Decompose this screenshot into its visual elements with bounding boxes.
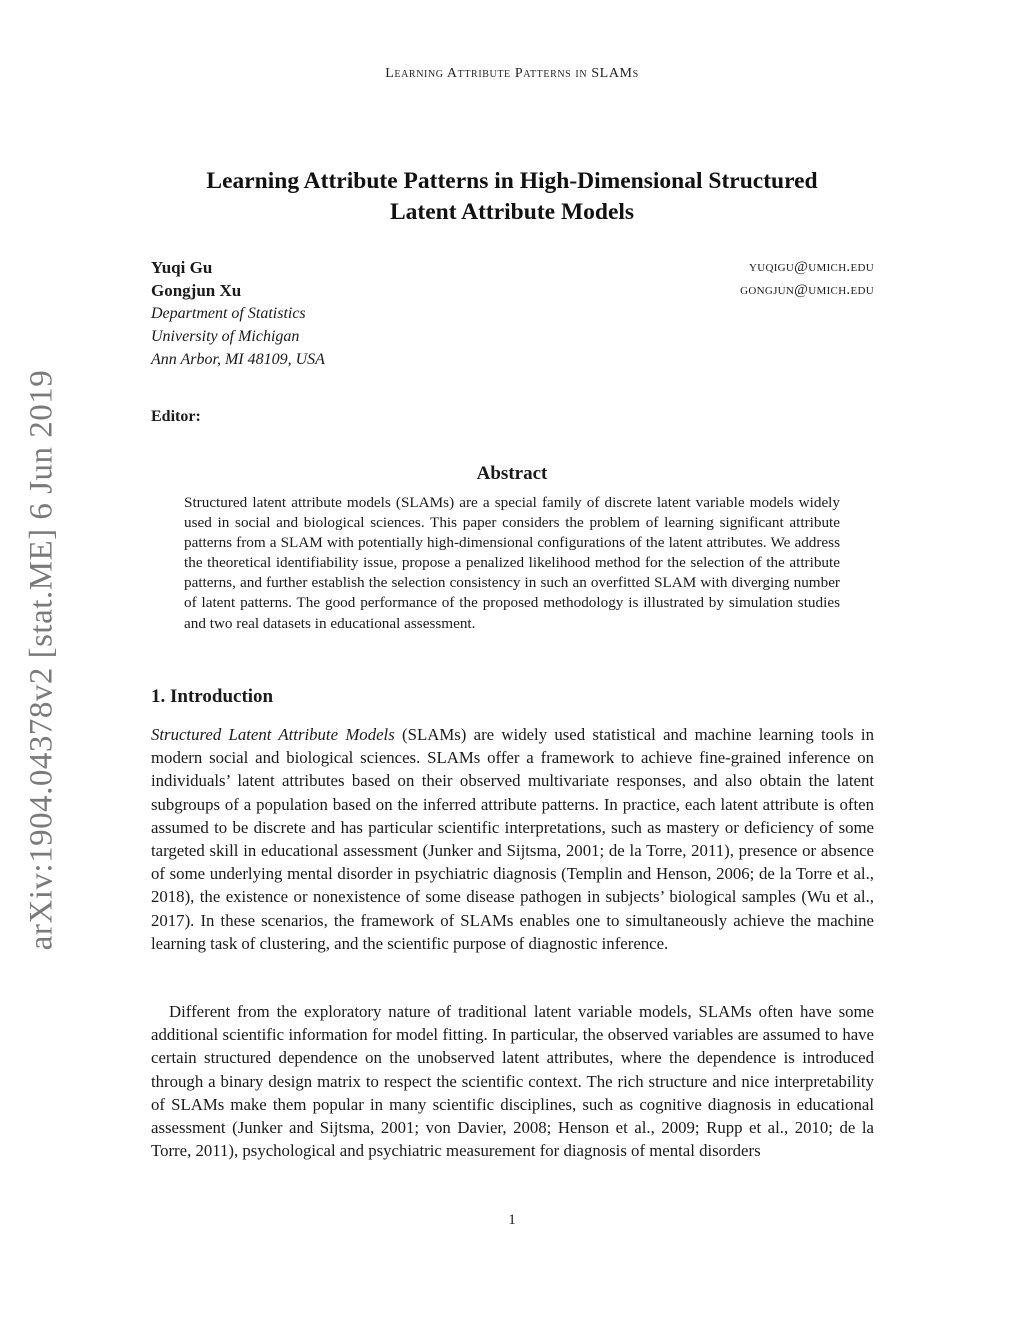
abstract-text: Structured latent attribute models (SLAMs) are a special family of discrete latent variable models widely used in social and biological sciences. This paper considers the problem of learning significant attribute patterns from a SLAM with potentially high-dimensional configurations of the latent attributes. We address the theoretical identifiability issue, propose a penalized likelihood method for the selection of the attribute patterns, and further establish the selection consistency in such an overfitted SLAM with diverging number of latent patterns. The good performance of the proposed methodology is illustrated by simulation studies and two real datasets in educational assessment. [184, 494, 840, 632]
author-name: Yuqi Gu [151, 258, 213, 277]
term-slams: Structured Latent Attribute Models [151, 725, 395, 744]
title-line-2: Latent Attribute Models [389, 199, 635, 225]
affiliation-location: Ann Arbor, MI 48109, USA [151, 351, 325, 368]
intro-paragraph-2 [151, 1000, 874, 1162]
page-number: 1 [508, 1212, 516, 1228]
abstract-heading: Abstract [476, 463, 548, 484]
affiliation-university: University of Michigan [151, 328, 300, 345]
intro-paragraph-1 [151, 723, 874, 955]
editor-label: Editor: [151, 408, 201, 425]
affiliation-department: Department of Statistics [151, 305, 306, 322]
author-name: Gongjun Xu [151, 281, 242, 300]
author-email: gongjun@umich.edu [740, 282, 874, 298]
intro-paragraph-1-text: (SLAMs) are widely used statistical and machine learning tools in modern social and biological sciences. SLAMs offer a framework to achieve fine-grained inference on individuals’ latent attributes based on their observed multivariate responses, and also obtain the latent subgroups of a population based on the inferred attribute patterns. In practice, each latent attribute is often assumed to be discrete and has particular scientific interpretations, such as mastery or deficiency of some targeted skill in educational assessment (Junker and Sijtsma, 2001; de la Torre, 2011), presence or absence of some underlying mental disorder in psychiatric diagnosis (Templin and Henson, 2006; de la Torre et al., 2018), the existence or nonexistence of some disease pathogen in subjects’ biological samples (Wu et al., 2017). In these scenarios, the framework of SLAMs enables one to simultaneously achieve the machine learning task of clustering, and the scientific purpose of diagnostic inference. [151, 725, 874, 953]
author-row [151, 258, 874, 280]
running-head: Learning Attribute Patterns in SLAMs [385, 66, 639, 81]
title-line-1: Learning Attribute Patterns in High-Dimensional Structured [206, 168, 818, 194]
section-heading-introduction: 1. Introduction [151, 686, 274, 707]
author-email: yuqigu@umich.edu [748, 259, 874, 275]
arxiv-identifier-stamp: arXiv:1904.04378v2 [stat.ME] 6 Jun 2019 [23, 369, 60, 951]
intro-paragraph-2-text: Different from the exploratory nature of traditional latent variable models, SLAMs often have some additional scientific information for model fitting. In particular, the observed variables are assumed to have certain structured dependence on the unobserved latent attributes, where the dependence is introduced through a binary design matrix to respect the scientific context. The rich structure and nice interpretability of SLAMs make them popular in many scientific disciplines, such as cognitive diagnosis in educational assessment (Junker and Sijtsma, 2001; von Davier, 2008; Henson et al., 2009; Rupp et al., 2010; de la Torre, 2011), psychological and psychiatric measurement for diagnosis of mental disorders [151, 1002, 874, 1161]
author-row [151, 281, 874, 303]
paper-title [140, 166, 884, 228]
